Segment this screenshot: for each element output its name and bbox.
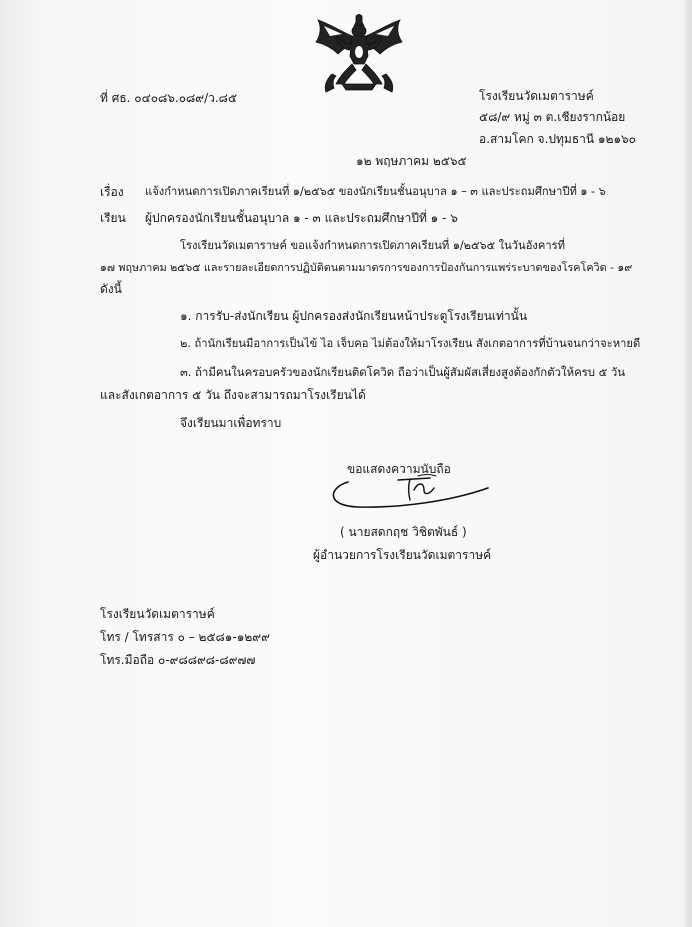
page-edge-shadow xyxy=(682,0,692,927)
recipient-text: ผู้ปกครองนักเรียนชั้นอนุบาล ๑ - ๓ และประถมศึกษาปีที่ ๑ - ๖ xyxy=(145,211,458,225)
subject-label: เรื่อง xyxy=(100,185,124,199)
school-name-header: โรงเรียนวัดเมตาราษค์ xyxy=(479,89,594,103)
document-date: ๑๒ พฤษภาคม ๒๕๖๕ xyxy=(356,154,467,168)
school-address-line1: ๕๘/๙ หมู่ ๓ ต.เชียงรากน้อย xyxy=(479,110,626,124)
body-paragraph-line3: ดังนี้ xyxy=(100,282,122,296)
list-item-3-line2: และสังเกตอาการ ๕ วัน ถึงจะสามารถมาโรงเรียนได้ xyxy=(100,388,366,402)
list-item-2: ๒. ถ้านักเรียนมีอาการเป็นไข้ ไอ เจ็บคอ ไม่ต้องให้มาโรงเรียน สังเกตอาการที่บ้านจนกว่าจะหายดี xyxy=(180,337,641,350)
footer-mobile: โทร.มือถือ ๐-๙๘๘๙๘-๘๙๗๗ xyxy=(100,653,256,667)
body-paragraph-line1: โรงเรียนวัดเมตาราษค์ ขอแจ้งกำหนดการเปิดภาคเรียนที่ ๑/๒๕๖๕ ในวันอังคารที่ xyxy=(180,239,566,252)
footer-school-name: โรงเรียนวัดเมตาราษค์ xyxy=(100,607,215,621)
list-item-1: ๑. การรับ-ส่งนักเรียน ผู้ปกครองส่งนักเรียนหน้าประตูโรงเรียนเท่านั้น xyxy=(180,309,528,323)
recipient-label: เรียน xyxy=(100,211,126,225)
body-paragraph-line2: ๑๗ พฤษภาคม ๒๕๖๕ และรายละเอียดการปฏิบัติตนตามมาตรการของการป้องกันการแพร่ระบาดของโรคโควิด - ๑๙ xyxy=(100,261,633,274)
handwritten-signature xyxy=(318,470,496,510)
footer-phone: โทร / โทรสาร ๐ – ๒๕๘๑-๑๒๙๙ xyxy=(100,630,270,644)
regards-text: ขอแสดงความนับถือ xyxy=(347,462,451,476)
list-item-3-line1: ๓. ถ้ามีคนในครอบครัวของนักเรียนติดโควิด ถือว่าเป็นผู้สัมผัสเสี่ยงสูงต้องกักตัวให้ครบ ๕ วัน xyxy=(180,365,626,379)
school-address-line2: อ.สามโคก จ.ปทุมธานี ๑๒๑๖๐ xyxy=(479,132,636,146)
signer-position: ผู้อำนวยการโรงเรียนวัดเมตาราษค์ xyxy=(313,548,492,562)
signer-name: ( นายสดกฤช วิชิตพันธ์ ) xyxy=(340,525,467,539)
garuda-emblem-icon xyxy=(312,14,406,94)
closing-line: จึงเรียนมาเพื่อทราบ xyxy=(180,416,282,430)
subject-text: แจ้งกำหนดการเปิดภาคเรียนที่ ๑/๒๕๖๕ ของนักเรียนชั้นอนุบาล ๑ – ๓ และประถมศึกษาปีที่ ๑ - ๖ xyxy=(145,185,606,198)
reference-number: ที่ ศธ. ๐๔๐๘๖.๐๘๙/ว.๘๕ xyxy=(100,91,238,105)
